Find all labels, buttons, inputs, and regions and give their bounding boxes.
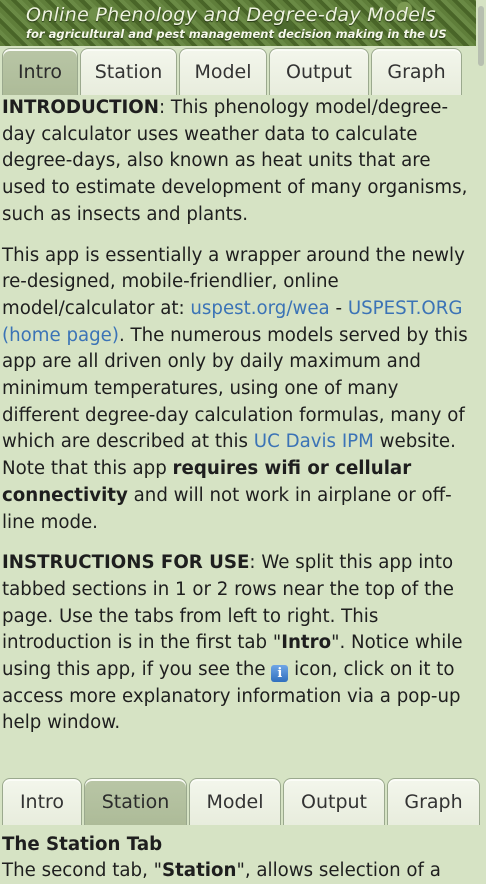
intro-text: : This phenology model/degree-day calculator uses weather data to calculate degree-days, also known as heat units that are used to estimate development of many organisms, such as insects and plants. xyxy=(2,97,468,225)
wrapper-paragraph xyxy=(2,243,474,537)
intro-content xyxy=(2,95,474,751)
tab-station[interactable]: Station xyxy=(84,778,187,825)
tab-station[interactable]: Station xyxy=(80,48,177,95)
station-heading: The Station Tab xyxy=(2,834,163,855)
station-tab-mention: Station xyxy=(162,860,237,881)
app-subtitle: for agricultural and pest management decision making in the US xyxy=(26,27,447,41)
link-separator: - xyxy=(329,297,348,319)
instructions-text-c: icon, click on it to access more explanatory information via a pop-up help window. xyxy=(2,659,461,734)
tab-bar-top xyxy=(2,48,462,95)
scrollbar-thumb[interactable] xyxy=(478,6,484,66)
uspest-wea-link[interactable]: uspest.org/wea xyxy=(190,297,330,319)
tab-graph[interactable]: Graph xyxy=(387,778,480,825)
intro-paragraph xyxy=(2,95,474,229)
instructions-label: INSTRUCTIONS FOR USE xyxy=(2,552,250,574)
tab-intro[interactable]: Intro xyxy=(2,48,78,95)
station-text-b: ", allows selection of a xyxy=(236,860,441,881)
app-title: Online Phenology and Degree-day Models xyxy=(26,4,436,26)
tab-intro[interactable]: Intro xyxy=(2,778,82,825)
station-text-a: The second tab, " xyxy=(2,860,163,881)
station-text xyxy=(2,858,474,884)
tab-model[interactable]: Model xyxy=(179,48,267,95)
wrapper-text-a: This app is essentially a wrapper around the newly re-designed, mobile-friendlier, online model/calculator at: xyxy=(2,244,465,319)
scrollbar[interactable] xyxy=(476,0,486,883)
intro-label: INTRODUCTION xyxy=(2,97,159,118)
info-icon[interactable]: i xyxy=(271,665,288,682)
wrapper-text-b: . The numerous models served by this app are all driven only by daily maximum and minimum temperatures, using one of many different degree-day calculation formulas, many of which are described at this xyxy=(2,324,468,453)
instructions-paragraph xyxy=(2,550,474,737)
tab-bar-station xyxy=(2,778,480,825)
instructions-text-a: : We split this app into tabbed sections in 1 or 2 rows near the top of the page. Use the tabs from left to right. This introduction is in the first tab " xyxy=(2,552,454,654)
uspest-home-link[interactable]: USPEST.ORG (home page) xyxy=(2,297,463,346)
tab-graph[interactable]: Graph xyxy=(371,48,462,95)
tab-model[interactable]: Model xyxy=(189,778,281,825)
wrapper-text-d: and will not work in airplane or off-line mode. xyxy=(2,484,452,533)
connectivity-note: requires wifi or cellular connectivity xyxy=(2,458,412,506)
header-banner xyxy=(0,0,476,46)
uc-davis-ipm-link[interactable]: UC Davis IPM xyxy=(253,431,374,453)
station-section xyxy=(2,832,474,884)
intro-tab-mention: Intro xyxy=(281,632,332,654)
instructions-text-b: ". Notice while using this app, if you see the xyxy=(2,632,463,681)
wrapper-text-c: website. Note that this app xyxy=(2,431,456,480)
tab-output[interactable]: Output xyxy=(269,48,369,95)
tab-output[interactable]: Output xyxy=(283,778,385,825)
